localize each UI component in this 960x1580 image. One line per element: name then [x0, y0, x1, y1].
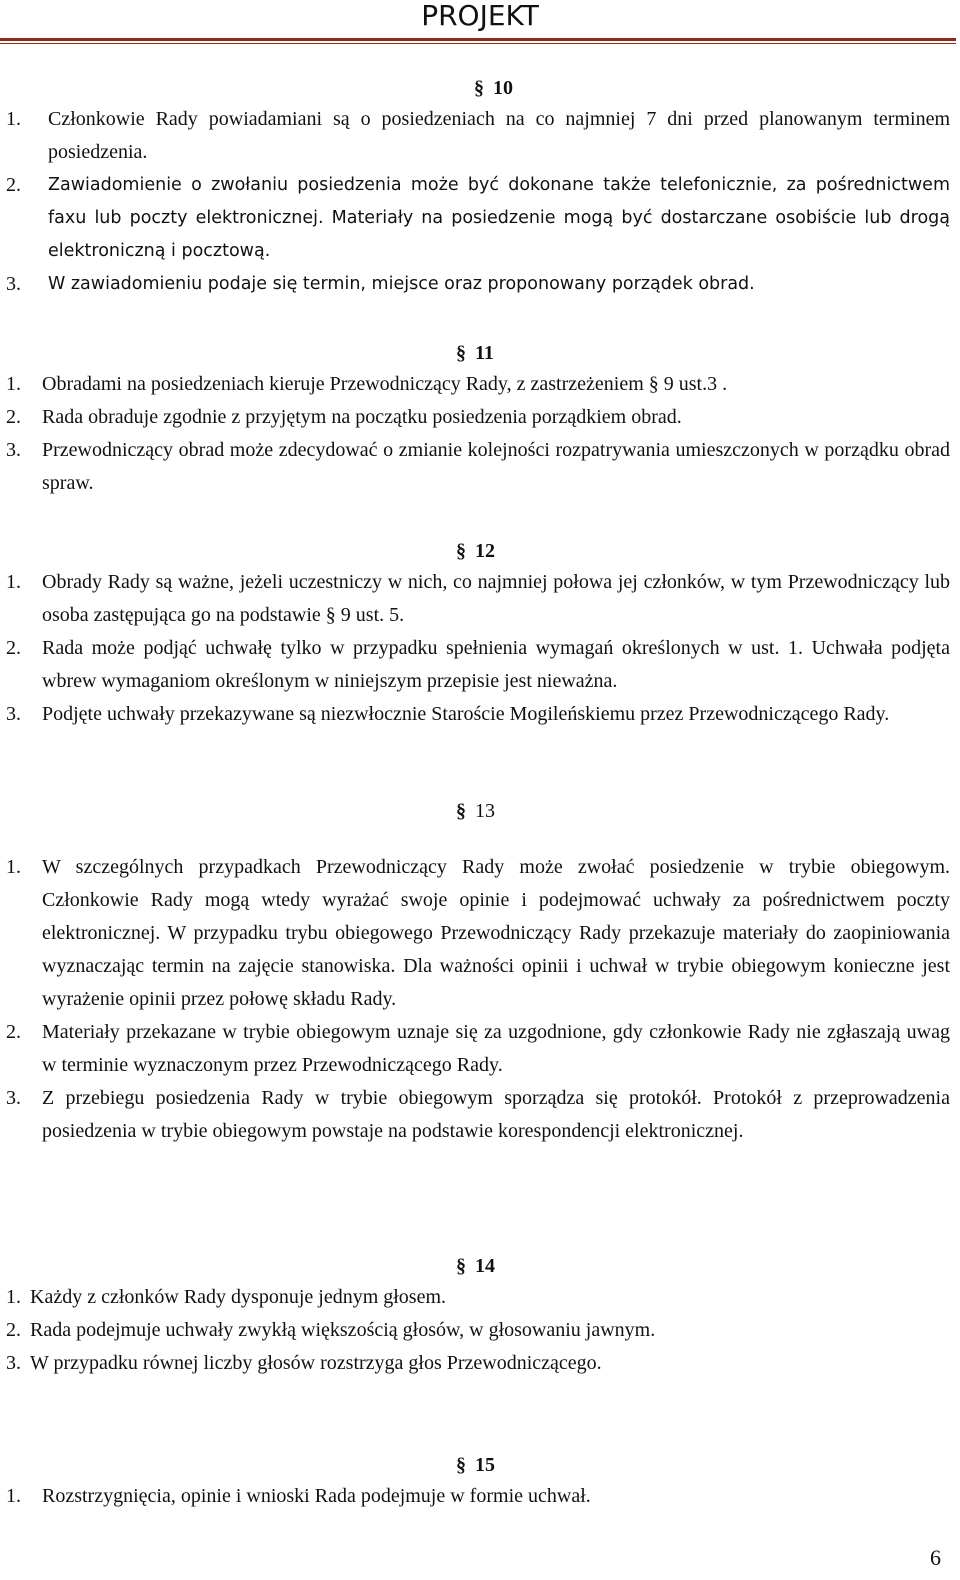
list-item	[0, 1347, 960, 1380]
section-15	[0, 1450, 960, 1513]
item-number: 2.	[6, 406, 21, 428]
header-rule-thin	[0, 43, 956, 44]
item-text: Rada obraduje zgodnie z przyjętym na początku posiedzenia porządkiem obrad.	[42, 406, 682, 428]
list-item	[0, 401, 960, 434]
item-number: 3.	[6, 273, 21, 295]
item-text: Członkowie Rady powiadamiani są o posiedzeniach na co najmniej 7 dni przed planowanym terminem posiedzenia.	[48, 108, 950, 163]
section-number: 12	[475, 540, 495, 562]
item-text: Obradami na posiedzeniach kieruje Przewodniczący Rady, z zastrzeżeniem § 9 ust.3 .	[42, 373, 728, 395]
item-number: 1.	[6, 373, 21, 395]
list-item	[0, 368, 960, 401]
section-number: 13	[475, 800, 495, 822]
section-symbol: §	[456, 1454, 466, 1476]
list-item	[0, 851, 960, 1016]
section-heading	[0, 796, 960, 826]
item-number: 3.	[6, 439, 21, 461]
item-text: Zawiadomienie o zwołaniu posiedzenia może być dokonane także telefonicznie, za pośrednictwem faxu lub poczty elektronicznej. Materiały na posiedzenie mogą być dostarczane osobiście lub drogą elektroniczną i pocztową.	[48, 175, 950, 261]
item-number: 3.	[6, 1087, 21, 1109]
list-item	[0, 632, 960, 698]
section-heading	[0, 536, 960, 566]
item-text: Rozstrzygnięcia, opinie i wnioski Rada podejmuje w formie uchwał.	[42, 1485, 591, 1507]
section-heading	[0, 338, 960, 368]
item-number: 2.	[6, 1021, 21, 1043]
list-item	[0, 1314, 960, 1347]
section-heading	[0, 1251, 960, 1281]
item-number: 1.	[6, 856, 21, 878]
item-text: W zawiadomieniu podaje się termin, miejsce oraz proponowany porządek obrad.	[48, 274, 755, 294]
item-number: 1.	[6, 1286, 21, 1308]
section-number: 11	[475, 342, 494, 364]
section-13	[0, 796, 960, 1148]
item-number: 1.	[6, 571, 21, 593]
section-number: 15	[475, 1454, 495, 1476]
item-text: Obrady Rady są ważne, jeżeli uczestniczy w nich, co najmniej połowa jej członków, w tym Przewodniczący lub osoba zastępująca go na podstawie § 9 ust. 5.	[42, 571, 950, 626]
section-11	[0, 338, 960, 500]
item-text: Materiały przekazane w trybie obiegowym uznaje się za uzgodnione, gdy członkowie Rady nie zgłaszają uwag w terminie wyznaczonym przez Przewodniczącego Rady.	[42, 1021, 950, 1076]
section-heading	[0, 1450, 960, 1480]
item-number: 1.	[6, 1485, 21, 1507]
header-rule	[0, 38, 956, 41]
list-item	[0, 1480, 960, 1513]
item-number: 1.	[6, 108, 21, 130]
section-12	[0, 536, 960, 731]
list-item	[0, 698, 960, 731]
list-item	[0, 1082, 960, 1148]
spacer	[0, 826, 960, 851]
document-header-title: PROJEKT	[421, 0, 539, 32]
section-number: 10	[493, 77, 513, 99]
item-text: Podjęte uchwały przekazywane są niezwłocznie Staroście Mogileńskiemu przez Przewodniczącego Rady.	[42, 703, 890, 725]
item-number: 2.	[6, 1319, 21, 1341]
section-symbol: §	[474, 77, 484, 99]
section-10	[0, 73, 960, 301]
list-item	[0, 1281, 960, 1314]
list-item	[0, 103, 960, 169]
page-number: 6	[930, 1545, 941, 1570]
section-14	[0, 1251, 960, 1380]
list-item	[0, 169, 960, 268]
item-text: Przewodniczący obrad może zdecydować o zmianie kolejności rozpatrywania umieszczonych w porządku obrad spraw.	[42, 439, 950, 494]
item-text: Rada podejmuje uchwały zwykłą większością głosów, w głosowaniu jawnym.	[30, 1319, 656, 1341]
section-symbol: §	[456, 800, 466, 822]
section-heading	[0, 73, 960, 103]
section-symbol: §	[456, 540, 466, 562]
item-number: 3.	[6, 1352, 21, 1374]
item-number: 3.	[6, 703, 21, 725]
item-text: W przypadku równej liczby głosów rozstrzyga głos Przewodniczącego.	[30, 1352, 602, 1374]
list-item	[0, 1016, 960, 1082]
section-symbol: §	[456, 1255, 466, 1277]
item-text: Rada może podjąć uchwałę tylko w przypadku spełnienia wymagań określonych w ust. 1. Uchwała podjęta wbrew wymaganiom określonym w niniejszym przepisie jest nieważna.	[42, 637, 950, 692]
list-item	[0, 268, 960, 301]
list-item	[0, 434, 960, 500]
item-text: Z przebiegu posiedzenia Rady w trybie obiegowym sporządza się protokół. Protokół z przeprowadzenia posiedzenia w trybie obiegowym powstaje na podstawie korespondencji elektronicznej.	[42, 1087, 950, 1142]
item-text: W szczególnych przypadkach Przewodniczący Rady może zwołać posiedzenie w trybie obiegowym. Członkowie Rady mogą wtedy wyrażać swoje opinie i podejmować uchwały za pośrednictwem poczty elektronicznej. W przypadku trybu obiegowego Przewodniczący Rady przekazuje materiały do zaopiniowania wyznaczając termin na zajęcie stanowiska. Dla ważności opinii i uchwał w trybie obiegowym konieczne jest wyrażenie opinii przez połowę składu Rady.	[42, 856, 950, 1010]
item-number: 2.	[6, 174, 21, 196]
item-text: Każdy z członków Rady dysponuje jednym głosem.	[30, 1286, 447, 1308]
section-number: 14	[475, 1255, 495, 1277]
list-item	[0, 566, 960, 632]
section-symbol: §	[456, 342, 466, 364]
item-number: 2.	[6, 637, 21, 659]
